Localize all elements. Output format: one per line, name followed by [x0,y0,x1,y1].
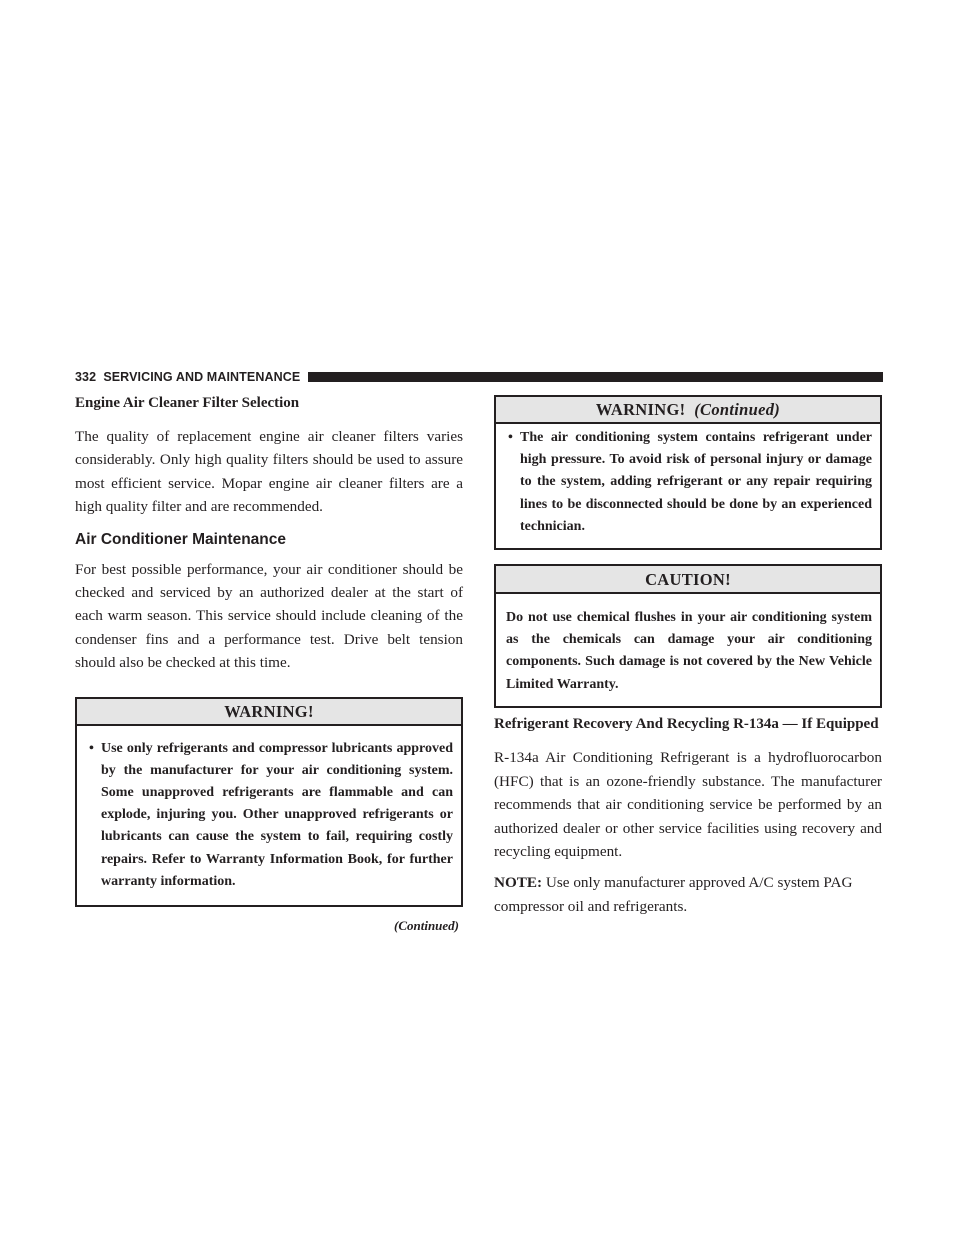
caution-title: CAUTION! [496,566,880,594]
warning-text: Use only refrigerants and compressor lubricants approved by the manufacturer for your air conditioning system. Some unapproved refrigerants are flammable and can explode, injuring you. Other unapproved refrigerants or lubricants can cause the system to fail, requiring costly repairs. Refer to Warranty Information Book, for further warranty information. [101,740,453,889]
note-text: Use only manufacturer approved A/C system PAG compressor oil and refrigerants. [494,874,853,915]
bullet-icon: • [508,430,513,445]
warning-continued-suffix: (Continued) [694,400,781,419]
bullet-icon: • [89,740,94,756]
ac-paragraph: For best possible performance, your air conditioner should be checked and serviced by an authorized dealer at the start of each warm season. This service should include cleaning of the condenser fins and a performance test. Drive belt tension should also be checked at this time. [75,560,463,672]
warning-continued-bullet-item [508,427,872,538]
header-rule [308,372,883,382]
warning-continued-title-text: WARNING! [595,400,686,419]
note-paragraph [494,871,882,918]
page-header [75,370,883,384]
ac-heading: Air Conditioner Maintenance [75,530,286,548]
filter-heading: Engine Air Cleaner Filter Selection [75,395,300,411]
caution-box [494,564,882,708]
note-label: NOTE: [494,874,543,892]
warning-box [75,697,463,907]
warning-bullet-item [89,738,453,893]
warning-continued-text: The air conditioning system contains refrigerant under high pressure. To avoid risk of personal injury or damage to the system, adding refrigerant or any repair requiring lines to be disconnected should be done by an experienced technician. [520,430,872,534]
warning-title: WARNING! [77,699,461,726]
recovery-paragraph: R-134a Air Conditioning Refrigerant is a hydrofluorocarbon (HFC) that is an ozone-friendly substance. The manufacturer recommends that air conditioning service be performed by an authorized dealer or other service facilities using recovery and recycling equipment. [494,749,882,860]
warning-continued-body [496,424,880,548]
filter-paragraph: The quality of replacement engine air cleaner filters varies considerably. Only high quality filters should be used to assure most efficient service. Mopar engine air cleaner filters are a high quality filter and are recommended. [75,428,463,516]
continued-label: (Continued) [393,918,459,934]
page-number: 332 [75,370,97,384]
section-title: SERVICING AND MAINTENANCE [103,370,301,384]
page-header-text [75,370,300,384]
right-column [494,393,882,918]
caution-text: Do not use chemical flushes in your air conditioning system as the chemicals can damage your air conditioning components. Such damage is not covered by the New Vehicle Limited Warranty. [506,610,872,692]
recovery-heading: Refrigerant Recovery And Recycling R-134a — If Equipped [494,715,879,732]
warning-body [77,726,461,905]
left-column [75,393,463,934]
warning-continued-title [496,397,880,424]
warning-continued-box [494,395,882,550]
